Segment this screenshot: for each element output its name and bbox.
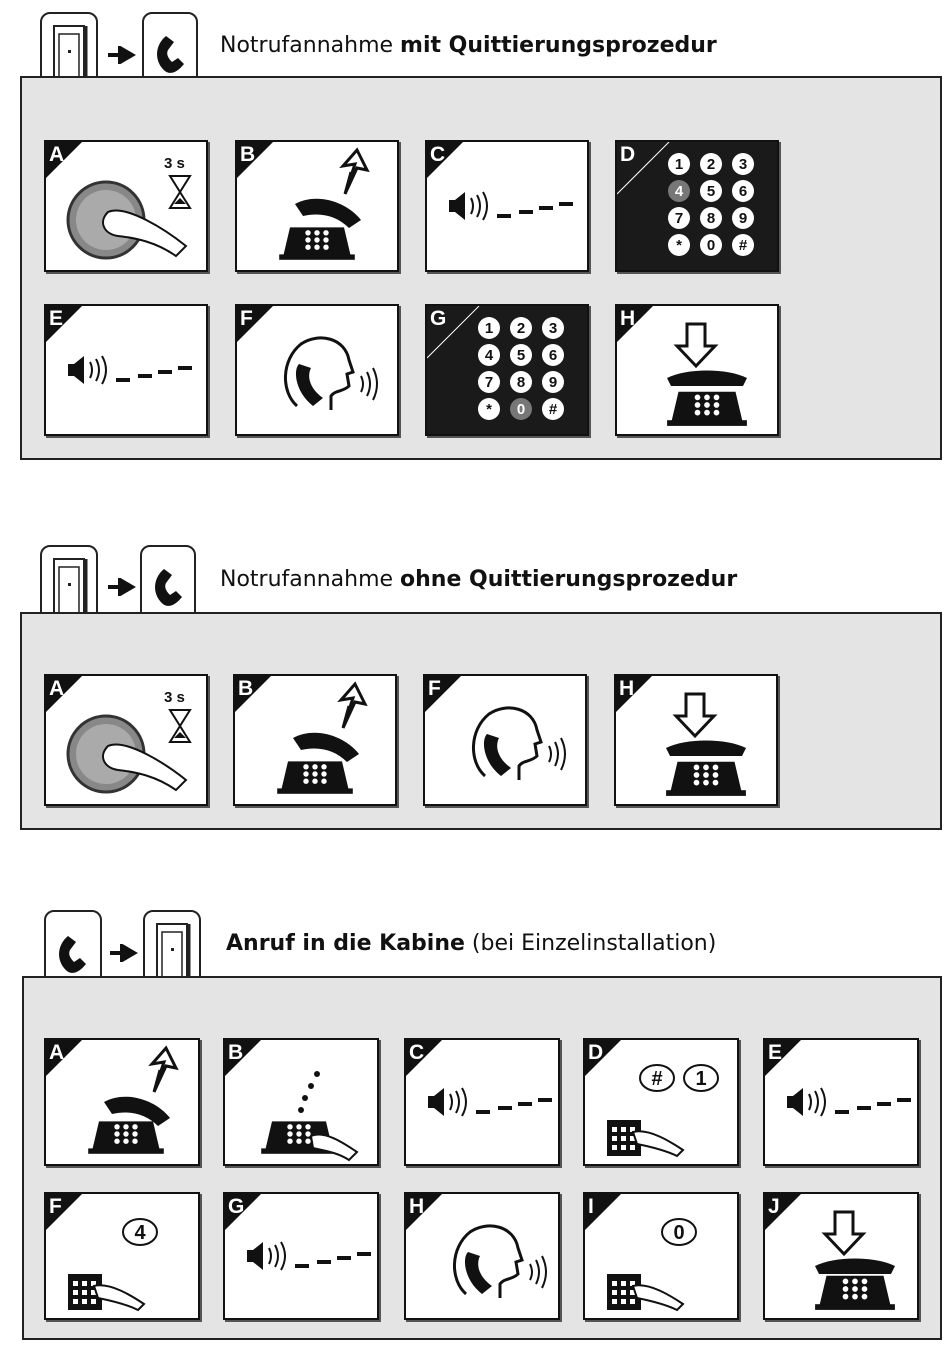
step-card-g bbox=[223, 1192, 379, 1320]
key-symbol bbox=[684, 1065, 718, 1091]
step-letter: F bbox=[428, 677, 441, 700]
title-bold: Anruf in die Kabine bbox=[226, 931, 465, 956]
step-card-d bbox=[583, 1038, 739, 1166]
svg-text:2: 2 bbox=[706, 156, 716, 173]
svg-text:4: 4 bbox=[134, 1222, 146, 1244]
step-card-f bbox=[235, 304, 399, 436]
step-card-i bbox=[583, 1192, 739, 1320]
step-letter: F bbox=[240, 307, 253, 330]
step-letter: B bbox=[240, 143, 256, 166]
svg-text:#: # bbox=[548, 401, 558, 418]
svg-text:0: 0 bbox=[706, 237, 716, 254]
key-symbol bbox=[662, 1219, 696, 1245]
step-letter: B bbox=[228, 1041, 244, 1064]
svg-text:5: 5 bbox=[516, 347, 526, 364]
step-letter: I bbox=[588, 1195, 594, 1218]
step-letter: A bbox=[49, 1041, 65, 1064]
step-card-h bbox=[404, 1192, 560, 1320]
step-letter: E bbox=[768, 1041, 783, 1064]
step-letter: H bbox=[619, 677, 635, 700]
step-card-a bbox=[44, 1038, 200, 1166]
keypad-key bbox=[700, 153, 722, 175]
title-suffix: (bei Einzelinstallation) bbox=[464, 931, 717, 956]
keypad-key bbox=[478, 344, 500, 366]
step-card-j bbox=[763, 1192, 919, 1320]
keypad-key bbox=[542, 344, 564, 366]
timer-label: 3 s bbox=[164, 689, 185, 706]
step-card-d bbox=[615, 140, 779, 272]
step-letter: G bbox=[430, 307, 447, 330]
step-card-e bbox=[763, 1038, 919, 1166]
key-symbol bbox=[123, 1219, 157, 1245]
arrow-right-icon bbox=[106, 46, 136, 64]
svg-text:*: * bbox=[486, 401, 492, 418]
step-card-b bbox=[233, 674, 397, 806]
keypad-key bbox=[542, 317, 564, 339]
keypad-key bbox=[478, 317, 500, 339]
keypad-key bbox=[700, 234, 722, 256]
svg-text:#: # bbox=[651, 1068, 663, 1090]
svg-text:5: 5 bbox=[706, 183, 716, 200]
svg-text:8: 8 bbox=[516, 374, 526, 391]
keypad-key bbox=[700, 180, 722, 202]
step-card-e bbox=[44, 304, 208, 436]
section-1-title bbox=[220, 33, 717, 58]
svg-text:1: 1 bbox=[674, 156, 684, 173]
keypad-key bbox=[542, 398, 564, 420]
svg-text:1: 1 bbox=[695, 1068, 707, 1090]
step-letter: C bbox=[409, 1041, 425, 1064]
title-normal: Notrufannahme bbox=[220, 567, 401, 592]
step-letter: E bbox=[49, 307, 64, 330]
svg-text:8: 8 bbox=[706, 210, 716, 227]
step-letter: D bbox=[588, 1041, 604, 1064]
keypad-key bbox=[510, 398, 532, 420]
step-letter: G bbox=[228, 1195, 245, 1218]
svg-text:#: # bbox=[738, 237, 748, 254]
svg-text:1: 1 bbox=[484, 320, 494, 337]
svg-text:2: 2 bbox=[516, 320, 526, 337]
svg-text:6: 6 bbox=[548, 347, 558, 364]
step-letter: F bbox=[49, 1195, 62, 1218]
step-card-h bbox=[615, 304, 779, 436]
svg-text:7: 7 bbox=[484, 374, 494, 391]
svg-text:9: 9 bbox=[548, 374, 558, 391]
svg-text:*: * bbox=[676, 237, 682, 254]
step-card-h bbox=[614, 674, 778, 806]
step-letter: A bbox=[49, 143, 65, 166]
step-card-b bbox=[235, 140, 399, 272]
key-symbol bbox=[640, 1065, 674, 1091]
step-letter: B bbox=[238, 677, 254, 700]
keypad-key bbox=[510, 371, 532, 393]
keypad-key bbox=[732, 234, 754, 256]
arrow-right-icon bbox=[106, 578, 136, 596]
step-card-b bbox=[223, 1038, 379, 1166]
step-letter: H bbox=[409, 1195, 425, 1218]
keypad-key bbox=[510, 317, 532, 339]
svg-text:9: 9 bbox=[738, 210, 748, 227]
keypad-key bbox=[668, 180, 690, 202]
title-bold: mit Quittierungsprozedur bbox=[400, 33, 717, 58]
step-letter: D bbox=[620, 143, 636, 166]
svg-text:4: 4 bbox=[674, 183, 684, 200]
svg-text:6: 6 bbox=[738, 183, 748, 200]
svg-text:3: 3 bbox=[548, 320, 558, 337]
keypad-key bbox=[732, 207, 754, 229]
keypad-key bbox=[700, 207, 722, 229]
keypad-key bbox=[668, 153, 690, 175]
svg-text:7: 7 bbox=[674, 210, 684, 227]
svg-text:0: 0 bbox=[516, 401, 526, 418]
svg-text:4: 4 bbox=[484, 347, 494, 364]
arrow-right-icon bbox=[108, 944, 138, 962]
section-2-title bbox=[220, 567, 737, 592]
step-letter: H bbox=[620, 307, 636, 330]
step-card-a bbox=[44, 674, 208, 806]
step-card-f bbox=[44, 1192, 200, 1320]
keypad-key bbox=[732, 180, 754, 202]
svg-text:3: 3 bbox=[738, 156, 748, 173]
keypad-key bbox=[668, 207, 690, 229]
section-3-title bbox=[226, 931, 716, 956]
title-bold: ohne Quittierungsprozedur bbox=[400, 567, 738, 592]
step-card-a bbox=[44, 140, 208, 272]
step-card-f bbox=[423, 674, 587, 806]
step-card-g bbox=[425, 304, 589, 436]
step-letter: A bbox=[49, 677, 65, 700]
timer-label: 3 s bbox=[164, 155, 185, 172]
svg-text:0: 0 bbox=[673, 1222, 685, 1244]
keypad-key bbox=[510, 344, 532, 366]
step-letter: J bbox=[768, 1195, 780, 1218]
keypad-key bbox=[478, 371, 500, 393]
step-card-c bbox=[425, 140, 589, 272]
keypad-key bbox=[732, 153, 754, 175]
keypad-key bbox=[478, 398, 500, 420]
step-card-c bbox=[404, 1038, 560, 1166]
step-letter: C bbox=[430, 143, 446, 166]
keypad-key bbox=[542, 371, 564, 393]
keypad-key bbox=[668, 234, 690, 256]
title-normal: Notrufannahme bbox=[220, 33, 401, 58]
